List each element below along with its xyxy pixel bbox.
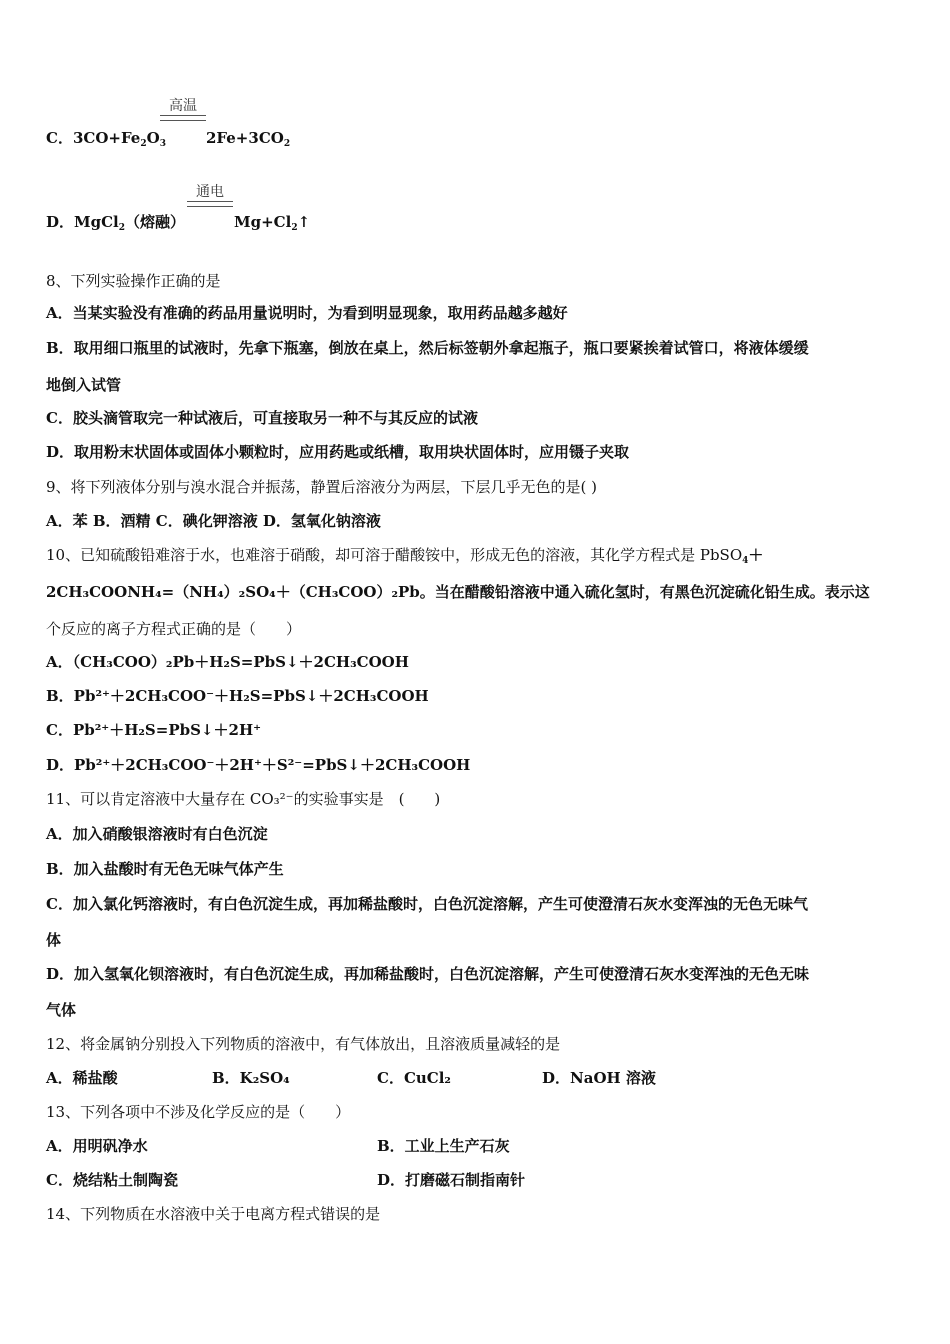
q8-option-a: A．当某实验没有准确的药品用量说明时，为看到明显现象，取用药品越多越好 [46, 304, 568, 322]
subscript: 2 [118, 223, 126, 233]
equals-bar [160, 115, 206, 121]
q10-text: 10、已知硫酸铅难溶于水，也难溶于硝酸，却可溶于醋酸铵中，形成无色的溶液，其化学方程式是 PbSO [46, 546, 743, 564]
subscript: 2 [140, 139, 147, 149]
q7-option-c [46, 128, 166, 154]
q11-option-c-line2: 体 [46, 931, 62, 949]
q14-stem: 14、下列物质在水溶液中关于电离方程式错误的是 [46, 1205, 381, 1223]
q7-option-d [46, 212, 185, 238]
plus-sign: ＋ [748, 546, 764, 564]
q8-option-b-line2: 地倒入试管 [46, 376, 122, 394]
q11-option-c-line1: C．加入氯化钙溶液时，有白色沉淀生成，再加稀盐酸时，白色沉淀溶解，产生可使澄清石灰水变浑浊的无色无味气 [46, 895, 808, 913]
q10-line1 [46, 545, 763, 571]
equation-rhs: 2Fe+3CO [206, 129, 284, 147]
q8-stem: 8、下列实验操作正确的是 [46, 272, 221, 290]
q11-option-d-line1: D．加入氢氧化钡溶液时，有白色沉淀生成，再加稀盐酸时，白色沉淀溶解，产生可使澄清石灰水变浑浊的无色无味 [46, 965, 810, 983]
q10-option-a: A．（CH₃COO）₂Pb＋H₂S=PbS↓＋2CH₃COOH [46, 653, 409, 671]
condition-label: 高温 [169, 98, 197, 114]
q7-option-d-rhs [234, 212, 310, 238]
condition-label: 通电 [196, 184, 224, 200]
q9-options: A．苯 B．酒精 C．碘化钾溶液 D．氢氧化钠溶液 [46, 512, 381, 530]
q12-option-d: D．NaOH 溶液 [542, 1069, 656, 1087]
q7-option-c-rhs [206, 128, 290, 154]
option-label: D． [46, 213, 75, 231]
q11-option-d-line2: 气体 [46, 1001, 77, 1019]
option-label: C． [46, 129, 73, 147]
equation-rhs: Mg+Cl [234, 213, 292, 231]
q9-stem-text: 9、将下列液体分别与溴水混合并振荡，静置后溶液分为两层，下层几乎无色的是( ) [46, 478, 598, 496]
q8-option-d: D．取用粉末状固体或固体小颗粒时，应用药匙或纸槽，取用块状固体时，应用镊子夹取 [46, 443, 630, 461]
q10-option-c: C．Pb²⁺＋H₂S=PbS↓＋2H⁺ [46, 721, 262, 739]
q8-option-b-line1: B．取用细口瓶里的试液时，先拿下瓶塞，倒放在桌上，然后标签朝外拿起瓶子，瓶口要紧挨着试管口，将液体缓缓 [46, 339, 809, 357]
q13-option-b: B．工业上生产石灰 [377, 1137, 510, 1155]
q9-stem [46, 477, 597, 497]
q10-option-d: D．Pb²⁺＋2CH₃COO⁻＋2H⁺＋S²⁻=PbS↓＋2CH₃COOH [46, 756, 471, 774]
q10-option-b: B．Pb²⁺＋2CH₃COO⁻＋H₂S=PbS↓＋2CH₃COOH [46, 687, 429, 705]
equation-lhs: MgCl [74, 213, 119, 231]
reaction-condition-tongdian [187, 184, 233, 207]
q10-line3: 个反应的离子方程式正确的是（ ） [46, 620, 302, 638]
q12-option-a: A．稀盐酸 [46, 1069, 118, 1087]
q8-option-c: C．胶头滴管取完一种试液后，可直接取另一种不与其反应的试液 [46, 409, 478, 427]
equals-bar [187, 201, 233, 207]
q11-option-a: A．加入硝酸银溶液时有白色沉淀 [46, 825, 268, 843]
q13-option-a: A．用明矾净水 [46, 1137, 148, 1155]
subscript: 2 [283, 139, 291, 149]
subscript: 4 [742, 556, 749, 566]
q13-option-c: C．烧结粘土制陶瓷 [46, 1171, 178, 1189]
q11-option-b: B．加入盐酸时有无色无味气体产生 [46, 860, 284, 878]
gas-arrow: ↑ [297, 213, 311, 231]
reaction-condition-gaowen [160, 98, 206, 121]
q12-option-b: B．K₂SO₄ [212, 1069, 290, 1087]
subscript: 2 [291, 223, 298, 233]
equation-lhs-o: O [146, 129, 160, 147]
q11-stem: 11、可以肯定溶液中大量存在 CO₃²⁻的实验事实是 ( ) [46, 790, 441, 808]
q13-option-d: D．打磨磁石制指南针 [377, 1171, 526, 1189]
equation-lhs: 3CO+Fe [72, 129, 141, 147]
equation-note: （熔融） [125, 213, 186, 231]
q12-option-c: C．CuCl₂ [377, 1069, 451, 1087]
q13-stem: 13、下列各项中不涉及化学反应的是（ ） [46, 1103, 351, 1121]
q10-line2: 2CH₃COONH₄=（NH₄）₂SO₄＋（CH₃COO）₂Pb。当在醋酸铅溶液中通入硫化氢时，有黑色沉淀硫化铅生成。表示这 [46, 583, 870, 601]
q12-stem: 12、将金属钠分别投入下列物质的溶液中，有气体放出，且溶液质量减轻的是 [46, 1035, 561, 1053]
subscript: 3 [159, 139, 166, 149]
